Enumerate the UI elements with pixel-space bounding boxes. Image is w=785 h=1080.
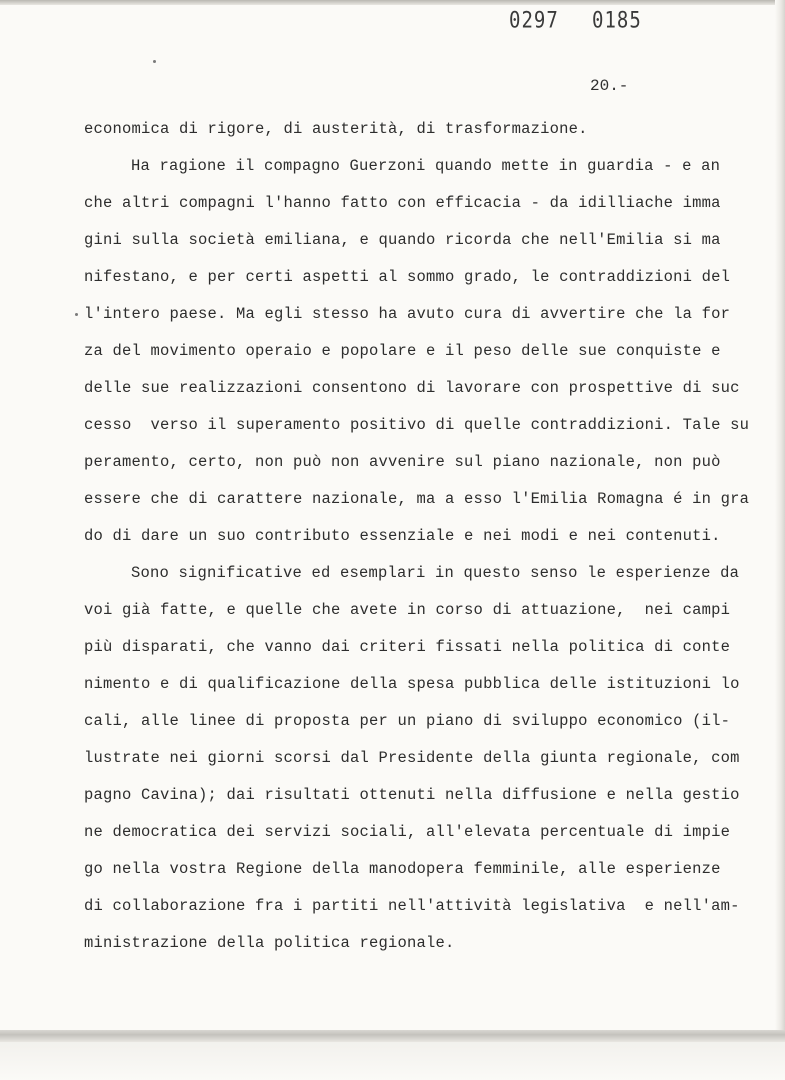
page-number: 20.- xyxy=(590,77,629,95)
text-line: nimento e di qualificazione della spesa pubblica delle istituzioni lo xyxy=(84,675,740,693)
page-top-edge xyxy=(0,0,785,5)
text-line: cali, alle linee di proposta per un piano di sviluppo economico (il- xyxy=(84,712,731,730)
text-line: peramento, certo, non può non avvenire sul piano nazionale, non può xyxy=(84,453,721,471)
page-bottom-shadow xyxy=(0,1042,785,1080)
margin-mark xyxy=(75,313,78,316)
paragraph-first-line: Sono significative ed esemplari in questo senso le esperienze da xyxy=(131,564,740,582)
text-line: economica di rigore, di austerità, di trasformazione. xyxy=(84,120,588,138)
text-line: di collaborazione fra i partiti nell'attività legislativa e nell'am- xyxy=(84,897,740,915)
text-line: ministrazione della politica regionale. xyxy=(84,934,455,952)
speck-mark xyxy=(153,60,156,63)
paragraph-first-line: Ha ragione il compagno Guerzoni quando mette in guardia - e an xyxy=(131,157,721,175)
text-line: cesso verso il superamento positivo di quelle contraddizioni. Tale su xyxy=(84,416,750,434)
archive-stamp-number: 0297 xyxy=(509,8,559,34)
archive-stamp-number: 0185 xyxy=(592,8,642,34)
text-line: go nella vostra Regione della manodopera femminile, alle esperienze xyxy=(84,860,721,878)
text-line: nifestano, e per certi aspetti al sommo grado, le contraddizioni del xyxy=(84,268,731,286)
text-line: lustrate nei giorni scorsi dal Presidente della giunta regionale, com xyxy=(84,749,740,767)
text-line: essere che di carattere nazionale, ma a esso l'Emilia Romagna é in gra xyxy=(84,490,750,508)
text-line: l'intero paese. Ma egli stesso ha avuto cura di avvertire che la for xyxy=(84,305,731,323)
page-right-edge xyxy=(775,0,785,1080)
text-line: za del movimento operaio e popolare e il peso delle sue conquiste e xyxy=(84,342,721,360)
text-line: che altri compagni l'hanno fatto con efficacia - da idilliache imma xyxy=(84,194,721,212)
text-line: delle sue realizzazioni consentono di lavorare con prospettive di suc xyxy=(84,379,740,397)
text-line: do di dare un suo contributo essenziale e nei modi e nei contenuti. xyxy=(84,527,721,545)
text-line: pagno Cavina); dai risultati ottenuti nella diffusione e nella gestio xyxy=(84,786,740,804)
text-line: ne democratica dei servizi sociali, all'elevata percentuale di impie xyxy=(84,823,731,841)
page-bottom-edge xyxy=(0,1030,785,1042)
text-line: più disparati, che vanno dai criteri fissati nella politica di conte xyxy=(84,638,731,656)
text-line: voi già fatte, e quelle che avete in corso di attuazione, nei campi xyxy=(84,601,731,619)
text-line: gini sulla società emiliana, e quando ricorda che nell'Emilia si ma xyxy=(84,231,721,249)
